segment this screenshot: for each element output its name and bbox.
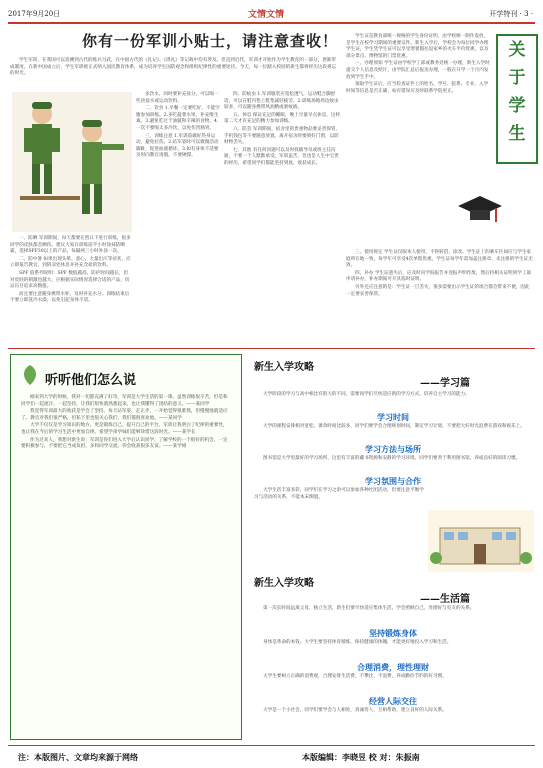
student-card-title: 关 于 学 生	[496, 34, 538, 164]
tips-column-1: 一、防晒 军训期间，每天都要在烈日下进行训练，很多同学的皮肤都会晒伤。建议大家在训练前半小时涂抹防晒霜，选择SPF30以上的产品，每隔两三小时补涂一次。 二、防中暑 如果出现头晕、恶心、大量出汗等症状，应立即报告教官，到阴凉处休息并补充含盐的饮料。 SPF 值系列说明：SPF 数值越高，防护时间越长，但对皮肤的刺激也越大，应根据实际情况选择合适的产品，切忌盲目追求高数值。 而且要注意随身携带水杯，及时补充水分。训练结束后不要立即洗冷水澡，以免引起身体不适。	[10, 236, 131, 304]
intro-paragraph: 学生军训，在我国可以追溯到古代的练兵习武，在中国古代的《礼记》、《周礼》等记载中均有涉及。但直到近代，军训才开始作为学生教育的一部分，逐渐形成制度。在新中国成立后，学生军训被正式纳入国民教育体系，成为培养学生国防观念和组织纪律性的重要途径。今天，每一位踏入校园的新生都将经历这段难忘的时光。	[10, 58, 337, 77]
guide-life-section-3-text: 大学是一个小社会，同学们要学会与人相处，真诚待人，互相帮助，建立良好的人际关系。	[263, 708, 447, 713]
editor-credits: 本版编辑：李晓昱 校 对：朱振南	[302, 752, 420, 762]
guide-study-section-2-head: 学习方法与场所	[365, 445, 421, 454]
guide-study-intro: 大学阶段的学习与高中相比有很大的不同，需要同学们尽快适应新的学习方式，培养自主学习的能力。	[263, 392, 470, 397]
testimonials-text: 刚来到大学的时候，我对一切都充满了好奇，军训是大学生活的第一课。虽然训练很辛苦，但是和同学们一起流汗、一起坚持，让我们很快就熟悉起来，也让我懂得了团结的意义。——某同学 我觉得军训最大的收获是学会了坚持。每天站军姿、走正步，一开始觉得很难熬，但慢慢地就适应了。教官对我们很严格，但私下里也很关心我们，我们都很喜欢他。——某同学 大学不仅仅是学习知识的地方，更是锻炼自己、提升自己的平台。军训让我明白了纪律的重要性，也让我在今后的学习生活中更加自律。希望学弟学妹们能够珍惜这段时光。——某学长 作为过来人，我想对新生说：军训是你们进入大学后认识同学、了解学校的一个很好的机会，一定要积极参与，不要把它当成负担。多和同学交流，你会收获很多友谊。——某学姐	[21, 395, 228, 450]
tips-column-2: 多饮水，同时要补充盐分，可以喝一些淡盐水或运动饮料。 二、饮食 1.早餐一定要吃好，不能空腹参加训练。2.多吃蔬菜水果，补充维生素。3.避免吃过于油腻和辛辣的食物。4.一次不要喝太多冷饮，以免伤害肠胃。 三、训练注意 1.军训前做好热身运动，避免拉伤。2.站军姿时可以微微活动脚趾，促进血液循环。3.如有身体不适要及时向教官请假，不要硬撑。	[136, 92, 220, 159]
guide-study-section-2-text: 图书馆是大学里最好的学习场所，这里有丰富的藏书资源和安静的学习环境。同学们要善于利用图书馆，养成良好的阅读习惯。	[263, 456, 521, 461]
guide-study-section-1-head: 学习时间	[377, 413, 409, 422]
guide-study-section-1-text: 大学的课程安排相对宽松，课余时间比较多，同学们要学会合理规划时间，制定学习计划，不要把大好时光浪费在游戏和娱乐上。	[263, 424, 525, 429]
source-note: 注：本版图片、文章均来源于网络	[18, 752, 138, 762]
guide-study-section-3-text: 大学生活丰富多彩，同学们在学习之余可以参加各种社团活动，但要注意平衡学习与活动的关系，不能本末倒置。	[254, 488, 424, 500]
guide-study-section-3-head: 学习氛围与合作	[365, 477, 421, 486]
guide-study-subtitle: ——学习篇	[420, 378, 470, 389]
page-number: 开学特刊 · 3 ·	[489, 10, 533, 18]
page-header	[0, 0, 543, 22]
issue-date: 2017年9月20日	[8, 10, 61, 18]
testimonials-box	[10, 354, 242, 740]
guide-life-section-1-head: 坚持锻炼身体	[369, 629, 417, 638]
guide-life-section-2-text: 大学生要树立正确的消费观，合理安排生活费，不攀比、不浪费，养成勤俭节约的好习惯。	[263, 674, 447, 679]
tips-column-3: 四、防蚊虫 1.军训服装应宽松透气，运动鞋合脚舒适，可以在鞋内垫上鞋垫减轻疲劳。2.训练场地周边蚊虫较多，可以随身携带风油精或驱蚊液。 五、休息 保证充足的睡眠，晚上尽量早点休息，这样第二天才有充足的精力参加训练。 六、防丢 军训期间，宿舍里的贵重物品要妥善保管，手机钱包等不要随意放置。离开宿舍时要锁好门窗，以防财物丢失。 七、其他 有任何问题可以及时找辅导员或班主任沟通，不要一个人默默承受。军训虽苦，但也是人生中宝贵的经历，希望同学们都能坚持到底，收获成长。	[224, 92, 341, 166]
page-footer	[0, 748, 543, 768]
student-card-notice: 三、使用规定 学生证仅限本人使用，不得转借、涂改。学生证上的乘车区间应与学生家庭所在地一致，每学年可享受4次单程优惠。学生证每学年需加盖注册章，未注册的学生证无效。 四、补办 学生证遗失后，应及时向学院报告并登报声明作废，然后持相关证明到学工部申请补办，补办期间可开具临时证明。 另外还应注意的是：学生证一旦丢失，很多需要出示学生证的场合都会带来不便，因此一定要妥善保管。	[346, 250, 533, 297]
masthead-title: 文情文情	[248, 10, 285, 20]
guide-life-section-3-head: 经营人际交往	[369, 697, 417, 706]
guide-life-title: 新生入学攻略	[254, 578, 314, 589]
student-card-text: 学生证是教育部统一规格的学生身份证明，由学校统一制作发放，是学生在校学习期间的重要证件。新生入学后，学校会为每位同学办理学生证，学生凭学生证可以享受寒暑假往返家乡的火车半价优惠，以及部分景点、博物馆的门票优惠。 一、办理须知 学生证由学校学工部或教务处统一办理，新生入学时提交个人信息及照片，由学院汇总后报送办理，一般在开学一个月内发放到学生手中。 领取学生证后，应当检查证件上的姓名、学号、院系、专业、入学时间等信息是否正确，如有错误应及时联系学院更正。	[346, 34, 490, 94]
footer-rule	[8, 745, 535, 746]
graduation-cap-icon	[456, 192, 504, 228]
guide-life-section-1-text: 身体是革命的本钱，大学生要坚持体育锻炼，保持健康的体魄，才能更好地投入学习和生活。	[263, 640, 452, 645]
guide-life-section-2-head: 合理消费，理性理财	[357, 663, 429, 672]
header-rule	[8, 22, 535, 24]
main-title: 你有一份军训小贴士，请注意查收！	[81, 32, 338, 50]
testimonials-title: 听听他们怎么说	[45, 373, 137, 388]
guide-life-subtitle: ——生活篇	[420, 594, 470, 605]
section-divider	[8, 348, 535, 349]
soldier-illustration	[12, 92, 132, 232]
speech-leaf-icon	[19, 363, 41, 387]
guide-life-intro: 第一次长时间远离父母，独立生活，新生们要尽快适应集体生活，学会照顾自己，处理好与室友的关系。	[263, 606, 475, 611]
guide-study-title: 新生入学攻略	[254, 362, 314, 373]
campus-building-illustration	[428, 510, 534, 572]
